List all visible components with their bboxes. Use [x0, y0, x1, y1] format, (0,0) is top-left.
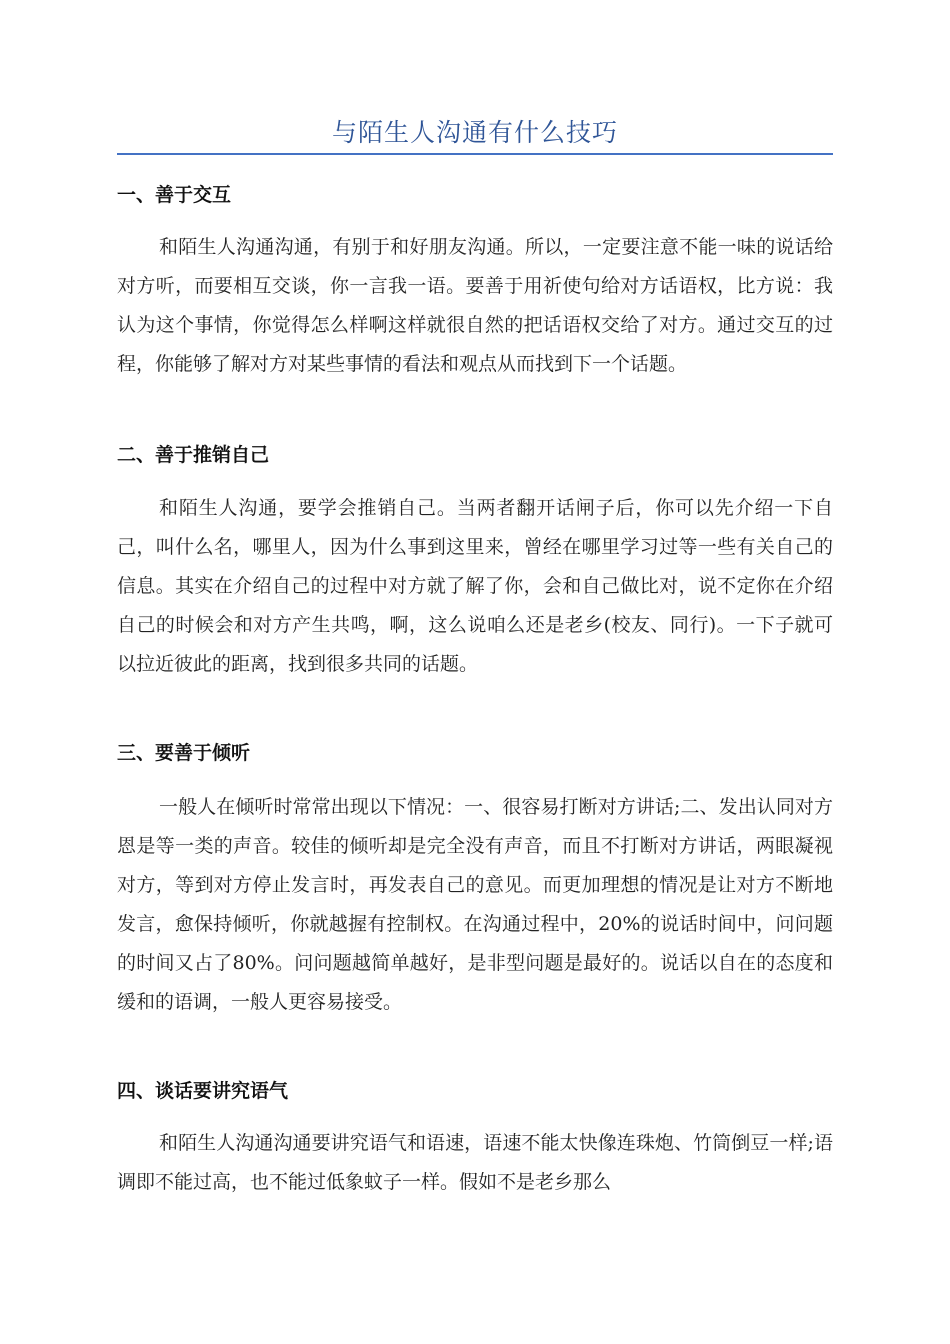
section-body-4: 和陌生人沟通沟通要讲究语气和语速，语速不能太快像连珠炮、竹筒倒豆一样;语调即不能过高，也不能过低象蚊子一样。假如不是老乡那么 [117, 1132, 833, 1193]
section-heading-2: 二、善于推销自己 [117, 444, 270, 466]
section-body-3: 一般人在倾听时常常出现以下情况：一、很容易打断对方讲话;二、发出认同对方恩是等一类的声音。较佳的倾听却是完全没有声音，而且不打断对方讲话，两眼凝视对方，等到对方停止发言时，再发表自己的意见。而更加理想的情况是让对方不断地发言，愈保持倾听，你就越握有控制权。在沟通过程中，20%的说话时间中，问问题的时间又占了80%。问问题越简单越好，是非型问题是最好的。说话以自在的态度和缓和的语调，一般人更容易接受。 [117, 796, 833, 1013]
section-heading-3: 三、要善于倾听 [117, 742, 251, 764]
section-heading-4: 四、谈话要讲究语气 [117, 1080, 289, 1102]
section-body-1: 和陌生人沟通沟通，有别于和好朋友沟通。所以，一定要注意不能一味的说话给对方听，而要相互交谈，你一言我一语。要善于用祈使句给对方话语权，比方说：我认为这个事情，你觉得怎么样啊这样就很自然的把话语权交给了对方。通过交互的过程，你能够了解对方对某些事情的看法和观点从而找到下一个话题。 [117, 236, 833, 375]
title-underline [117, 153, 833, 155]
section-heading-1: 一、善于交互 [117, 184, 232, 206]
document-title: 与陌生人沟通有什么技巧 [331, 118, 618, 147]
section-body-2: 和陌生人沟通，要学会推销自己。当两者翻开话闸子后，你可以先介绍一下自己，叫什么名，哪里人，因为什么事到这里来，曾经在哪里学习过等一些有关自己的信息。其实在介绍自己的过程中对方就了解了你，会和自己做比对，说不定你在介绍自己的时候会和对方产生共鸣，啊，这么说咱么还是老乡(校友、同行)。一下子就可以拉近彼此的距离，找到很多共同的话题。 [117, 497, 833, 675]
